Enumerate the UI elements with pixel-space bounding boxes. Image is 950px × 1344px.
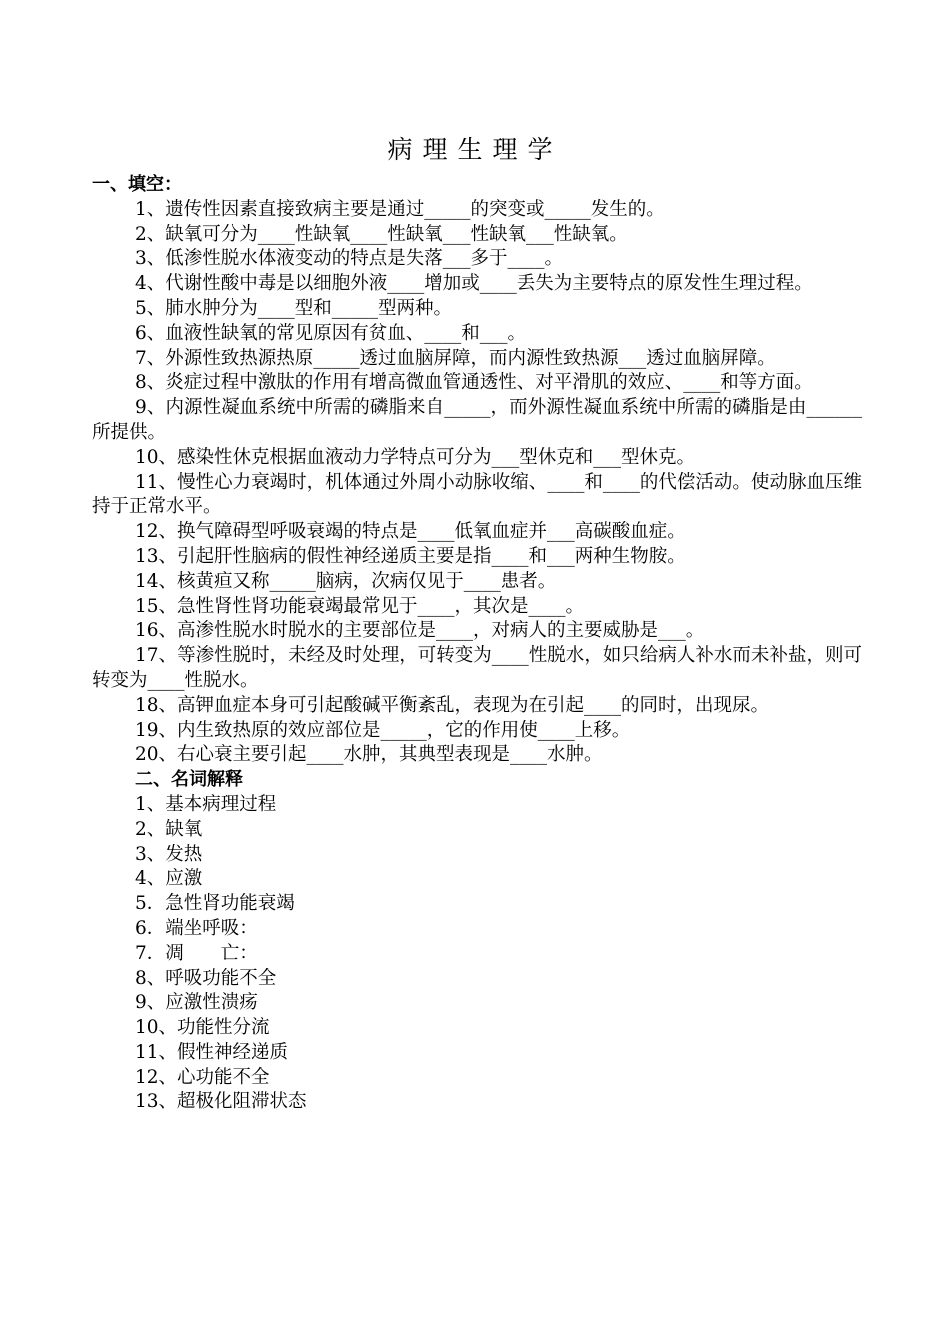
document-body: [92, 173, 862, 1115]
fill-in-question: 3、低渗性脱水体液变动的特点是失落___多于____。: [135, 248, 564, 270]
term-item: 8、呼吸功能不全: [135, 967, 277, 989]
fill-in-question: 12、换气障碍型呼吸衰竭的特点是____低氧血症并___高碳酸血症。: [135, 521, 686, 543]
fill-in-question: 14、核黄疸又称_____脑病，次病仅见于____患者。: [135, 570, 557, 592]
term-item: 11、假性神经递质: [135, 1041, 289, 1063]
fill-in-question: 17、等渗性脱时，未经及时处理，可转变为____性脱水，如只给病人补水而未补盐，则可转变为____性脱水。: [92, 645, 862, 691]
section-heading-fill-in: 一、填空：: [92, 174, 182, 195]
term-item: 5．急性肾功能衰竭: [135, 893, 295, 915]
term-item: 4、应激: [135, 868, 203, 890]
fill-in-question: 4、代谢性酸中毒是以细胞外液____增加或____丢失为主要特点的原发性生理过程。: [135, 273, 813, 295]
fill-in-question: 15、急性肾性肾功能衰竭最常见于____，其次是____。: [135, 595, 585, 617]
term-item: 2、缺氧: [135, 818, 203, 840]
fill-in-question: 2、缺氧可分为____性缺氧____性缺氧___性缺氧___性缺氧。: [135, 223, 628, 245]
fill-in-question: 13、引起肝性脑病的假性神经递质主要是指____和___两种生物胺。: [135, 545, 686, 567]
fill-in-question: 6、血液性缺氧的常见原因有贫血、____和___。: [135, 322, 527, 344]
fill-in-question: 19、内生致热原的效应部位是_____，它的作用使____上移。: [135, 719, 631, 741]
term-item: 12、心功能不全: [135, 1066, 270, 1088]
fill-in-question: 16、高渗性脱水时脱水的主要部位是____，对病人的主要威胁是___。: [135, 620, 705, 642]
term-list: [92, 793, 862, 1115]
term-item: 13、超极化阻滞状态: [135, 1091, 307, 1113]
term-item: 3、发热: [135, 843, 203, 865]
fill-in-question: 8、炎症过程中激肽的作用有增高微血管通透性、对平滑肌的效应、____和等方面。: [135, 372, 813, 394]
fill-in-question: 10、感染性休克根据血液动力学特点可分为___型休克和___型休克。: [135, 446, 696, 468]
term-item: 6．端坐呼吸：: [135, 917, 258, 939]
fill-in-question: 5、肺水肿分为____型和_____型两种。: [135, 297, 453, 319]
fill-in-question: 18、高钾血症本身可引起酸碱平衡紊乱，表现为在引起____的同时，出现尿。: [135, 694, 770, 716]
section-heading-terms: 二、名词解释: [135, 769, 243, 791]
term-item: 1、基本病理过程: [135, 793, 277, 815]
term-item: 10、功能性分流: [135, 1017, 270, 1039]
fill-in-question: 20、右心衰主要引起____水肿，其典型表现是____水肿。: [135, 744, 603, 766]
term-item: 7．凋 亡：: [135, 942, 258, 964]
fill-in-question-list: [92, 198, 862, 768]
page-title: 病理生理学: [387, 135, 563, 164]
fill-in-question: 7、外源性致热源热原_____透过血脑屏障，而内源性致热源___透过血脑屏障。: [135, 347, 776, 369]
fill-in-question: 9、内源性凝血系统中所需的磷脂来自_____，而外源性凝血系统中所需的磷脂是由______所提供。: [92, 397, 862, 443]
fill-in-question: 11、慢性心力衰竭时，机体通过外周小动脉收缩、____和____的代偿活动。使动脉血压维持于正常水平。: [92, 471, 862, 518]
term-item: 9、应激性溃疡: [135, 992, 258, 1014]
fill-in-question: 1、遗传性因素直接致病主要是通过_____的突变或_____发生的。: [135, 198, 665, 220]
